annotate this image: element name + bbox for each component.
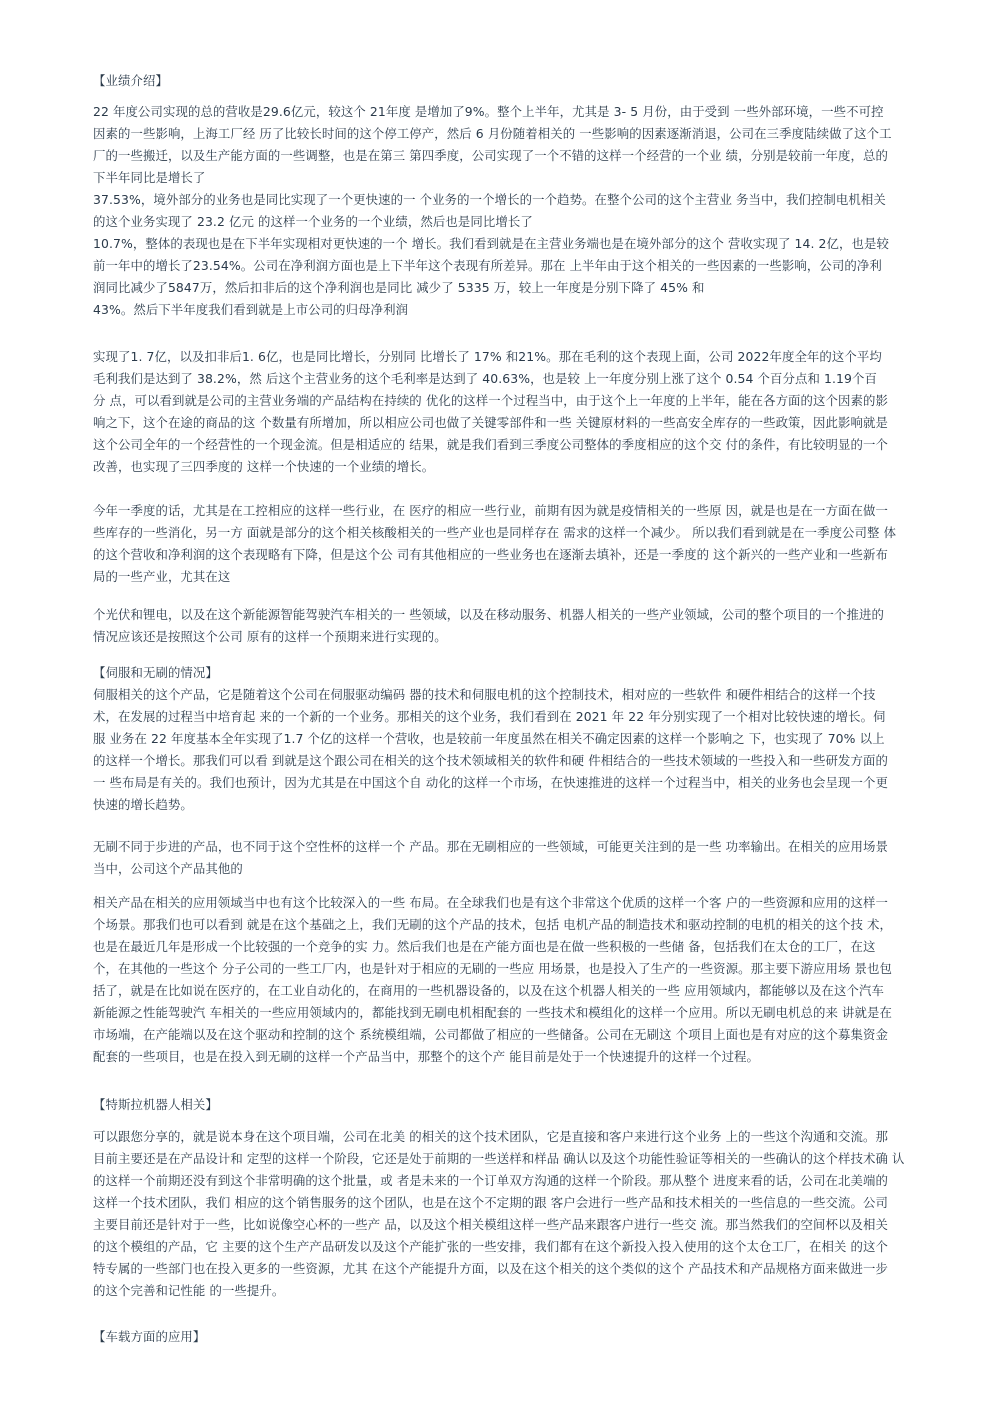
text-line: 厂的一些搬迁，以及生产能方面的一些调整，也是在第三 第四季度，公司实现了一个不错的这样一个经营的一个业 绩，分别是较前一年度，总的 [93,148,888,163]
text-line: 分 点，可以看到就是公司的主营业务端的产品结构在持续的 优化的这样一个过程当中，由于这个上一年度的上半年，能在各方面的这个因素的影 [93,393,888,408]
text-line: 括了，就是在比如说在医疗的，在工业自动化的，在商用的一些机器设备的，以及在这个机器人相关的一些 应用领域内，都能够以及在这个汽车 [93,983,884,998]
text-line: 这样一个技术团队，我们 相应的这个销售服务的这个团队，也是在这个不定期的跟 客户会进行一些产品和技术相关的一些信息的一些交流。公司 [93,1195,888,1210]
text-line: 相关产品在相关的应用领域当中也有这个比较深入的一些 布局。在全球我们也是有这个非常这个优质的这样一个客 户的一些资源和应用的这样一 [93,895,888,910]
section-heading: 【伺服和无刷的情况】 [93,665,218,680]
text-line: 可以跟您分享的，就是说本身在这个项目端，公司在北美 的相关的这个技术团队，它是直接和客户来进行这个业务 上的一些这个沟通和交流。那 [93,1129,888,1144]
text-line: 因素的一些影响，上海工厂经 历了比较长时间的这个停工停产，然后 6 月份随着相关的 一些影响的因素逐渐消退，公司在三季度陆续做了这个工 [93,126,892,141]
text-line: 的这样一个增长。那我们可以看 到就是这个跟公司在相关的这个技术领域相关的软件和硬 件相结合的一些技术领域的一些投入和一些研发方面的 [93,753,888,768]
section-heading-tesla-robot [93,1094,938,1116]
text-line: 局的一些产业，尤其在这 [93,569,231,584]
text-line: 伺服相关的这个产品，它是随着这个公司在伺服驱动编码 器的技术和伺服电机的这个控制技术，相对应的一些软件 和硬件相结合的这样一个技 [93,687,876,702]
text-line: 也是在最近几年是形成一个比较强的一个竞争的实 力。然后我们也是在产能方面也是在做一些积极的一些储 备，包括我们在太仓的工厂，在这 [93,939,876,954]
text-line: 当中，公司这个产品其他的 [93,861,243,876]
text-line: 的这个完善和记性能 的一些提升。 [93,1283,285,1298]
paragraph [93,892,938,1090]
text-line: 毛利我们是达到了 38.2%，然 后这个主营业务的这个毛利率是达到了 40.63%，也是较 上一年度分别上涨了这个 0.54 个百分点和 1.19个百 [93,371,877,386]
text-line: 个场景。那我们也可以看到 就是在这个基础之上，我们无刷的这个产品的技术，包括 电机产品的制造技术和驱动控制的电机的相关的这个技 术， [93,917,893,932]
text-line: 实现了1. 7亿，以及扣非后1. 6亿，也是同比增长，分别同 比增长了 17% 和21%。那在毛利的这个表现上面，公司 2022年度全年的这个平均 [93,349,882,364]
paragraph [93,101,938,321]
text-line: 的这样一个前期还没有到这个非常明确的这个批量，或 者是未来的一个订单双方沟通的这样一个阶段。那从整个 进度来看的话，公司在北美端的 [93,1173,888,1188]
text-line: 新能源之性能驾驶汽 车相关的一些应用领域内的，都能找到无刷电机相配套的 一些技术和模组化的这样一个应用。所以无刷电机总的来 讲就是在 [93,1005,893,1020]
section-heading-automotive [93,1326,938,1348]
section-heading-performance [93,70,938,92]
paragraph [93,500,938,588]
text-line: 今年一季度的话，尤其是在工控相应的这样一些行业，在 医疗的相应一些行业，前期有因为就是疫情相关的一些原 因，就是也是在一方面在做一 [93,503,888,518]
text-line: 润同比减少了5847万，然后扣非后的这个净利润也是同比 减少了 5335 万，较上一年度是分别下降了 45% 和 [93,280,705,295]
text-line: 一 些布局是有关的。我们也预计，因为尤其是在中国这个自 动化的这样一个市场，在快速推进的这样一个过程当中，相关的业务也会呈现一个更 [93,775,888,790]
text-line: 前一年中的增长了23.54%。公司在净利润方面也是上下半年这个表现有所差异。那在 上半年由于这个相关的一些因素的一些影响，公司的净利 [93,258,882,273]
paragraph [93,604,938,648]
text-line: 快速的增长趋势。 [93,797,193,812]
text-line: 37.53%，境外部分的业务也是同比实现了一个更快速的一 个业务的一个增长的一个趋势。在整个公司的这个主营业 务当中，我们控制电机相关 [93,192,886,207]
section-heading: 【车载方面的应用】 [93,1329,206,1344]
section-heading: 【业绩介绍】 [93,73,168,88]
section-heading: 【特斯拉机器人相关】 [93,1097,218,1112]
text-line: 响之下，这个在途的商品的这 个数量有所增加，所以相应公司也做了关键零部件和一些 关键原材料的一些高安全库存的一些政策，因此影响就是 [93,415,888,430]
text-line: 这个公司全年的一个经营性的一个现金流。但是相适应的 结果，就是我们看到三季度公司整体的季度相应的这个交 付的条件，有比较明显的一个 [93,437,888,452]
text-line: 的这个模组的产品，它 主要的这个生产产品研发以及这个产能扩张的一些安排，我们都有在这个新投入投入使用的这个太仓工厂，在相关 的这个 [93,1239,888,1254]
text-line: 个，在其他的一些这个 分子公司的一些工厂内，也是针对于相应的无刷的一些应 用场景，也是投入了生产的一些资源。那主要下游应用场 景也包 [93,961,893,976]
text-line: 10.7%，整体的表现也是在下半年实现相对更快速的一个 增长。我们看到就是在主营业务端也是在境外部分的这个 营收实现了 14. 2亿，也是较 [93,236,889,251]
text-line: 的这个营收和净利润的这个表现略有下降，但是这个公 司有其他相应的一些业务也在逐渐去填补，还是一季度的 这个新兴的一些产业和一些新布 [93,547,888,562]
text-line: 市场端，在产能端以及在这个驱动和控制的这个 系统模组端，公司都做了相应的一些储备。公司在无刷这 个项目上面也是有对应的这个募集资金 [93,1027,888,1042]
text-line: 43%。然后下半年度我们看到就是上市公司的归母净利润 [93,302,409,317]
paragraph [93,836,938,880]
text-line: 22 年度公司实现的总的营收是29.6亿元，较这个 21年度 是增加了9%。整个上半年，尤其是 3- 5 月份，由于受到 一些外部环境，一些不可控 [93,104,884,119]
text-line: 改善，也实现了三四季度的 这样一个快速的一个业绩的增长。 [93,459,435,474]
paragraph [93,346,938,478]
text-line: 术，在发展的过程当中培育起 来的一个新的一个业务。那相关的这个业务，我们看到在 2021 年 22 年分别实现了一个相对比较快速的增长。伺 [93,709,886,724]
text-line: 目前主要还是在产品设计和 定型的这样一个阶段，它还是处于前期的一些送样和样品 确认以及这个功能性验证等相关的一些确认的这个样技术确 认 [93,1151,905,1166]
text-line: 无刷不同于步进的产品，也不同于这个空性杯的这样一个 产品。那在无刷相应的一些领域，可能更关注到的是一些 功率输出。在相关的应用场景 [93,839,888,854]
section-heading-servo-brushless [93,662,938,684]
text-line: 些库存的一些消化，另一方 面就是部分的这个相关核酸相关的一些产业也是同样存在 需求的这样一个减少。 所以我们看到就是在一季度公司整 体 [93,525,897,540]
paragraph [93,684,938,816]
text-line: 的这个业务实现了 23.2 亿元 的这样一个业务的一个业绩，然后也是同比增长了 [93,214,533,229]
text-line: 情况应该还是按照这个公司 原有的这样一个预期来进行实现的。 [93,629,447,644]
text-line: 个光伏和锂电，以及在这个新能源智能驾驶汽车相关的一 些领域，以及在移动服务、机器人相关的一些产业领域，公司的整个项目的一个推进的 [93,607,884,622]
text-line: 配套的一些项目，也是在投入到无刷的这样一个产品当中，那整个的这个产 能目前是处于一个快速提升的这样一个过程。 [93,1049,760,1064]
text-line: 服 业务在 22 年度基本全年实现了1.7 个亿的这样一个营收，也是较前一年度虽然在相关不确定因素的这样一个影响之 下，也实现了 70% 以上 [93,731,885,746]
paragraph [93,1126,938,1324]
text-line: 主要目前还是针对于一些，比如说像空心杯的一些产 品，以及这个相关模组这样一些产品来跟客户进行一些交 流。那当然我们的空间杯以及相关 [93,1217,888,1232]
text-line: 下半年同比是增长了 [93,170,206,185]
text-line: 特专属的一些部门也在投入更多的一些资源，尤其 在这个产能提升方面，以及在这个相关的这个类似的这个 产品技术和产品规格方面来做进一步 [93,1261,888,1276]
